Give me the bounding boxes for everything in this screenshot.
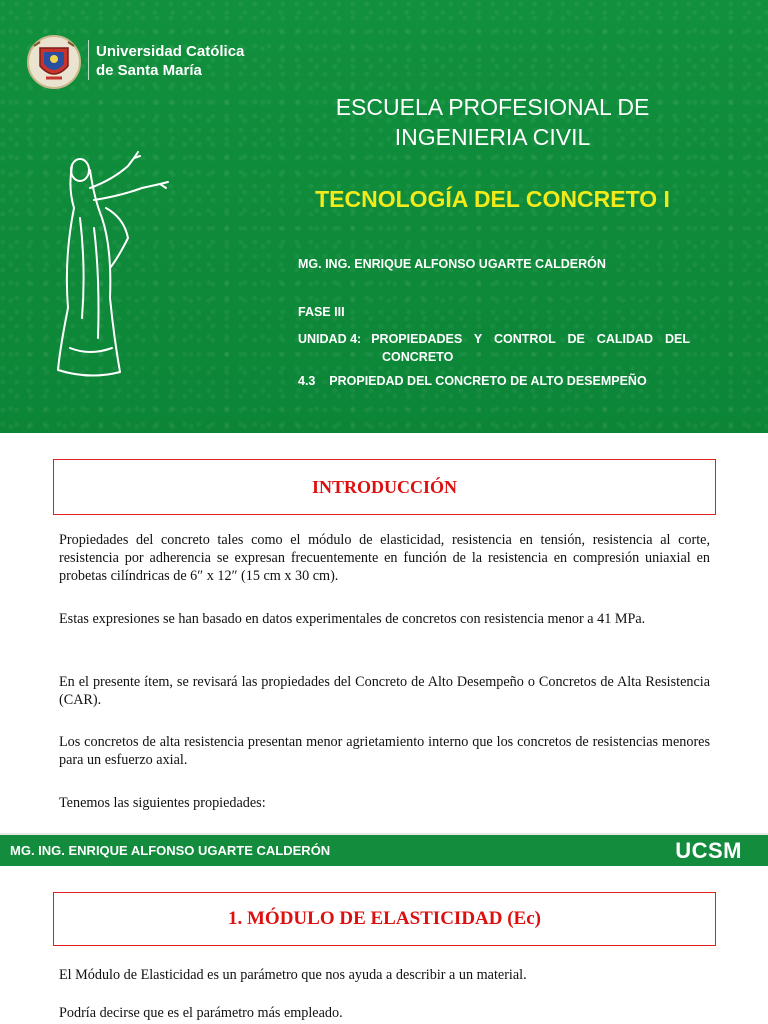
paragraph: Propiedades del concreto tales como el módulo de elasticidad, resistencia en tensión, resistencia al corte, resistencia por adherencia se expresan frecuentemente en función de la resistencia en compresión uniaxial en probetas cilíndricas de 6″ x 12″ (15 cm x 30 cm). — [59, 532, 710, 584]
university-crest-icon — [26, 34, 82, 90]
university-name-line1: Universidad Católica — [96, 43, 245, 60]
unit-title-line1: PROPIEDADES Y CONTROL DE CALIDAD DEL — [371, 332, 690, 346]
university-name — [96, 42, 244, 80]
school-title-line2: INGENIERIA CIVIL — [394, 124, 591, 150]
logo-divider — [88, 40, 89, 80]
school-title — [240, 92, 745, 152]
footer-bar — [0, 833, 768, 866]
paragraph: Tenemos las siguientes propiedades: — [59, 795, 266, 811]
university-name-line2: de Santa María — [96, 62, 202, 79]
introduction-heading-box — [53, 459, 716, 515]
ucsm-logo: UCSM — [675, 837, 742, 863]
section-heading-box — [53, 892, 716, 946]
paragraph: Podría decirse que es el parámetro más empleado. — [59, 1005, 343, 1021]
footer-professor-name: MG. ING. ENRIQUE ALFONSO UGARTE CALDERÓN — [10, 843, 331, 858]
unit-label: UNIDAD 4: — [298, 332, 362, 346]
paragraph: El Módulo de Elasticidad es un parámetro que nos ayuda a describir a un material. — [59, 967, 527, 983]
unit-title — [298, 330, 690, 366]
paragraph: En el presente ítem, se revisará las propiedades del Concreto de Alto Desempeño o Concretos de Alta Resistencia (CAR). — [59, 674, 710, 708]
unit-title-line2: CONCRETO — [382, 350, 454, 364]
paragraph: Los concretos de alta resistencia presentan menor agrietamiento interno que los concretos de resistencias menores para un esfuerzo axial. — [59, 734, 710, 768]
phase-label: FASE III — [298, 305, 345, 319]
subtopic-title: 4.3 PROPIEDAD DEL CONCRETO DE ALTO DESEMPEÑO — [298, 374, 647, 388]
introduction-heading: INTRODUCCIÓN — [311, 476, 457, 497]
course-title: TECNOLOGÍA DEL CONCRETO I — [315, 186, 670, 212]
paragraph: Estas expresiones se han basado en datos experimentales de concretos con resistencia menor a 41 MPa. — [59, 611, 646, 627]
title-slide — [0, 0, 768, 433]
section-heading: 1. MÓDULO DE ELASTICIDAD (Ec) — [228, 908, 541, 929]
school-title-line1: ESCUELA PROFESIONAL DE — [335, 94, 650, 120]
virgin-mary-figure-icon — [50, 148, 175, 378]
professor-name: MG. ING. ENRIQUE ALFONSO UGARTE CALDERÓN — [298, 257, 606, 271]
